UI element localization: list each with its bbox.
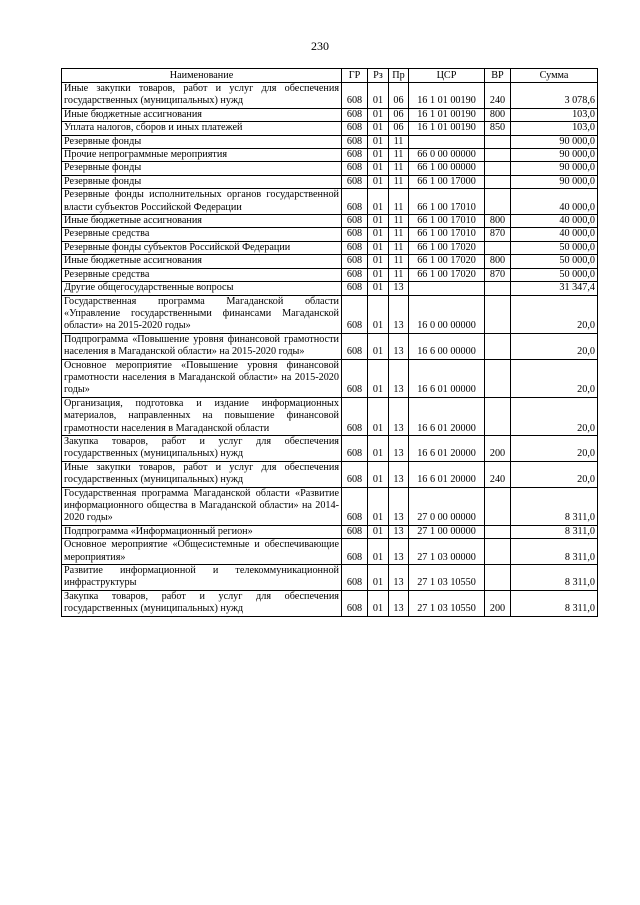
cell-sum: 90 000,0 bbox=[511, 162, 598, 175]
cell-gr: 608 bbox=[342, 525, 368, 538]
cell-pr: 13 bbox=[389, 590, 409, 616]
cell-gr: 608 bbox=[342, 189, 368, 215]
cell-pr: 13 bbox=[389, 539, 409, 565]
cell-gr: 608 bbox=[342, 268, 368, 281]
cell-rz: 01 bbox=[368, 215, 389, 228]
cell-pr: 06 bbox=[389, 108, 409, 121]
cell-vr bbox=[485, 539, 511, 565]
table-row bbox=[62, 435, 598, 461]
table-row bbox=[62, 333, 598, 359]
cell-csr: 16 6 01 00000 bbox=[409, 359, 485, 397]
cell-name: Подпрограмма «Повышение уровня финансовой грамотности населения в Магаданской области» на 2015-2020 годы» bbox=[62, 333, 342, 359]
table-row bbox=[62, 135, 598, 148]
cell-gr: 608 bbox=[342, 539, 368, 565]
cell-gr: 608 bbox=[342, 175, 368, 188]
cell-vr: 870 bbox=[485, 268, 511, 281]
cell-name: Государственная программа Магаданской области «Развитие информационного общества в Магаданской области» на 2014-2020 годы» bbox=[62, 487, 342, 525]
cell-vr bbox=[485, 359, 511, 397]
cell-sum: 40 000,0 bbox=[511, 189, 598, 215]
cell-vr: 200 bbox=[485, 435, 511, 461]
cell-csr: 66 1 00 17020 bbox=[409, 255, 485, 268]
cell-name: Иные закупки товаров, работ и услуг для обеспечения государственных (муниципальных) нужд bbox=[62, 461, 342, 487]
table-row bbox=[62, 149, 598, 162]
table-row bbox=[62, 282, 598, 295]
cell-vr bbox=[485, 189, 511, 215]
cell-name: Резервные фонды bbox=[62, 162, 342, 175]
cell-name: Подпрограмма «Информационный регион» bbox=[62, 525, 342, 538]
cell-rz: 01 bbox=[368, 162, 389, 175]
cell-gr: 608 bbox=[342, 135, 368, 148]
cell-gr: 608 bbox=[342, 215, 368, 228]
cell-sum: 20,0 bbox=[511, 333, 598, 359]
cell-name: Резервные фонды bbox=[62, 135, 342, 148]
cell-name: Государственная программа Магаданской области «Управление государственными финансами Магаданской области» на 2015-2020 годы» bbox=[62, 295, 342, 333]
cell-gr: 608 bbox=[342, 590, 368, 616]
header-csr: ЦСР bbox=[409, 69, 485, 83]
cell-sum: 103,0 bbox=[511, 108, 598, 121]
cell-vr: 240 bbox=[485, 83, 511, 109]
cell-vr: 870 bbox=[485, 228, 511, 241]
cell-vr: 850 bbox=[485, 122, 511, 135]
cell-rz: 01 bbox=[368, 565, 389, 591]
header-gr: ГР bbox=[342, 69, 368, 83]
cell-sum: 50 000,0 bbox=[511, 241, 598, 254]
table-row bbox=[62, 359, 598, 397]
cell-pr: 11 bbox=[389, 189, 409, 215]
cell-gr: 608 bbox=[342, 295, 368, 333]
cell-csr bbox=[409, 282, 485, 295]
cell-gr: 608 bbox=[342, 461, 368, 487]
header-vr: ВР bbox=[485, 69, 511, 83]
cell-rz: 01 bbox=[368, 282, 389, 295]
cell-csr: 27 1 03 10550 bbox=[409, 590, 485, 616]
cell-rz: 01 bbox=[368, 461, 389, 487]
cell-gr: 608 bbox=[342, 83, 368, 109]
cell-rz: 01 bbox=[368, 255, 389, 268]
cell-pr: 11 bbox=[389, 175, 409, 188]
cell-vr bbox=[485, 295, 511, 333]
cell-rz: 01 bbox=[368, 525, 389, 538]
cell-name: Основное мероприятие «Общесистемные и обеспечивающие мероприятия» bbox=[62, 539, 342, 565]
table-row bbox=[62, 83, 598, 109]
cell-name: Резервные средства bbox=[62, 228, 342, 241]
table-row bbox=[62, 228, 598, 241]
cell-sum: 20,0 bbox=[511, 397, 598, 435]
table-row bbox=[62, 487, 598, 525]
budget-table bbox=[61, 68, 598, 617]
table-row bbox=[62, 268, 598, 281]
cell-rz: 01 bbox=[368, 435, 389, 461]
cell-sum: 103,0 bbox=[511, 122, 598, 135]
header-pr: Пр bbox=[389, 69, 409, 83]
cell-vr bbox=[485, 565, 511, 591]
cell-sum: 8 311,0 bbox=[511, 590, 598, 616]
cell-rz: 01 bbox=[368, 241, 389, 254]
cell-gr: 608 bbox=[342, 487, 368, 525]
cell-name: Закупка товаров, работ и услуг для обеспечения государственных (муниципальных) нужд bbox=[62, 590, 342, 616]
cell-sum: 20,0 bbox=[511, 359, 598, 397]
cell-rz: 01 bbox=[368, 268, 389, 281]
cell-csr: 66 1 00 17020 bbox=[409, 241, 485, 254]
cell-vr: 240 bbox=[485, 461, 511, 487]
cell-name: Другие общегосударственные вопросы bbox=[62, 282, 342, 295]
cell-pr: 13 bbox=[389, 525, 409, 538]
cell-sum: 3 078,6 bbox=[511, 83, 598, 109]
cell-rz: 01 bbox=[368, 175, 389, 188]
cell-gr: 608 bbox=[342, 435, 368, 461]
cell-gr: 608 bbox=[342, 333, 368, 359]
cell-name: Закупка товаров, работ и услуг для обеспечения государственных (муниципальных) нужд bbox=[62, 435, 342, 461]
cell-pr: 13 bbox=[389, 435, 409, 461]
cell-gr: 608 bbox=[342, 122, 368, 135]
table-row bbox=[62, 241, 598, 254]
cell-sum: 90 000,0 bbox=[511, 149, 598, 162]
cell-name: Иные бюджетные ассигнования bbox=[62, 255, 342, 268]
cell-vr bbox=[485, 135, 511, 148]
cell-rz: 01 bbox=[368, 108, 389, 121]
cell-gr: 608 bbox=[342, 397, 368, 435]
cell-vr bbox=[485, 487, 511, 525]
cell-rz: 01 bbox=[368, 189, 389, 215]
cell-vr bbox=[485, 175, 511, 188]
cell-gr: 608 bbox=[342, 149, 368, 162]
cell-rz: 01 bbox=[368, 135, 389, 148]
cell-rz: 01 bbox=[368, 149, 389, 162]
cell-sum: 40 000,0 bbox=[511, 228, 598, 241]
cell-gr: 608 bbox=[342, 565, 368, 591]
cell-vr bbox=[485, 525, 511, 538]
cell-vr: 800 bbox=[485, 108, 511, 121]
cell-csr: 66 1 00 17010 bbox=[409, 189, 485, 215]
cell-pr: 11 bbox=[389, 215, 409, 228]
cell-sum: 50 000,0 bbox=[511, 268, 598, 281]
cell-pr: 11 bbox=[389, 149, 409, 162]
cell-gr: 608 bbox=[342, 162, 368, 175]
cell-csr bbox=[409, 135, 485, 148]
cell-rz: 01 bbox=[368, 359, 389, 397]
cell-rz: 01 bbox=[368, 295, 389, 333]
table-row bbox=[62, 525, 598, 538]
table-row bbox=[62, 461, 598, 487]
table-row bbox=[62, 215, 598, 228]
cell-gr: 608 bbox=[342, 108, 368, 121]
cell-csr: 27 1 03 10550 bbox=[409, 565, 485, 591]
cell-pr: 11 bbox=[389, 268, 409, 281]
cell-rz: 01 bbox=[368, 397, 389, 435]
cell-vr: 200 bbox=[485, 590, 511, 616]
cell-csr: 66 1 00 17010 bbox=[409, 228, 485, 241]
cell-name: Иные бюджетные ассигнования bbox=[62, 215, 342, 228]
cell-csr: 16 6 01 20000 bbox=[409, 435, 485, 461]
cell-gr: 608 bbox=[342, 359, 368, 397]
cell-vr bbox=[485, 149, 511, 162]
cell-csr: 66 1 00 17010 bbox=[409, 215, 485, 228]
cell-csr: 66 1 00 00000 bbox=[409, 162, 485, 175]
table-row bbox=[62, 255, 598, 268]
cell-vr bbox=[485, 241, 511, 254]
table-row bbox=[62, 122, 598, 135]
cell-pr: 11 bbox=[389, 228, 409, 241]
cell-sum: 90 000,0 bbox=[511, 175, 598, 188]
table-row bbox=[62, 539, 598, 565]
header-sum: Сумма bbox=[511, 69, 598, 83]
table-row bbox=[62, 189, 598, 215]
cell-rz: 01 bbox=[368, 228, 389, 241]
cell-sum: 90 000,0 bbox=[511, 135, 598, 148]
cell-rz: 01 bbox=[368, 333, 389, 359]
cell-name: Резервные средства bbox=[62, 268, 342, 281]
cell-sum: 20,0 bbox=[511, 461, 598, 487]
cell-rz: 01 bbox=[368, 590, 389, 616]
table-row bbox=[62, 590, 598, 616]
table-row bbox=[62, 162, 598, 175]
cell-csr: 27 0 00 00000 bbox=[409, 487, 485, 525]
cell-name: Резервные фонды исполнительных органов государственной власти субъектов Российской Федерации bbox=[62, 189, 342, 215]
cell-pr: 11 bbox=[389, 162, 409, 175]
cell-csr: 16 6 01 20000 bbox=[409, 397, 485, 435]
cell-sum: 50 000,0 bbox=[511, 255, 598, 268]
cell-sum: 40 000,0 bbox=[511, 215, 598, 228]
cell-pr: 13 bbox=[389, 282, 409, 295]
cell-pr: 13 bbox=[389, 359, 409, 397]
cell-pr: 06 bbox=[389, 83, 409, 109]
cell-sum: 8 311,0 bbox=[511, 487, 598, 525]
cell-vr bbox=[485, 333, 511, 359]
cell-sum: 8 311,0 bbox=[511, 525, 598, 538]
cell-vr bbox=[485, 162, 511, 175]
table-row bbox=[62, 175, 598, 188]
cell-gr: 608 bbox=[342, 228, 368, 241]
cell-name: Основное мероприятие «Повышение уровня финансовой грамотности населения в Магаданской области» на 2015-2020 годы» bbox=[62, 359, 342, 397]
table-header bbox=[62, 69, 598, 83]
cell-rz: 01 bbox=[368, 539, 389, 565]
cell-sum: 20,0 bbox=[511, 295, 598, 333]
cell-sum: 31 347,4 bbox=[511, 282, 598, 295]
cell-csr: 27 1 03 00000 bbox=[409, 539, 485, 565]
cell-csr: 66 1 00 17020 bbox=[409, 268, 485, 281]
cell-gr: 608 bbox=[342, 241, 368, 254]
cell-gr: 608 bbox=[342, 282, 368, 295]
cell-sum: 8 311,0 bbox=[511, 539, 598, 565]
cell-pr: 11 bbox=[389, 135, 409, 148]
table-body bbox=[62, 83, 598, 617]
header-row bbox=[62, 69, 598, 83]
cell-vr: 800 bbox=[485, 255, 511, 268]
cell-vr bbox=[485, 282, 511, 295]
cell-rz: 01 bbox=[368, 122, 389, 135]
cell-pr: 11 bbox=[389, 241, 409, 254]
cell-gr: 608 bbox=[342, 255, 368, 268]
cell-pr: 13 bbox=[389, 487, 409, 525]
header-rz: Рз bbox=[368, 69, 389, 83]
cell-rz: 01 bbox=[368, 487, 389, 525]
cell-name: Резервные фонды субъектов Российской Федерации bbox=[62, 241, 342, 254]
cell-csr: 16 6 01 20000 bbox=[409, 461, 485, 487]
cell-pr: 13 bbox=[389, 565, 409, 591]
cell-pr: 13 bbox=[389, 461, 409, 487]
cell-name: Развитие информационной и телекоммуникационной инфраструктуры bbox=[62, 565, 342, 591]
cell-csr: 16 1 01 00190 bbox=[409, 83, 485, 109]
cell-pr: 13 bbox=[389, 397, 409, 435]
cell-name: Организация, подготовка и издание информационных материалов, направленных на повышение финансовой грамотности населения в Магаданской области bbox=[62, 397, 342, 435]
table-row bbox=[62, 397, 598, 435]
page-number: 230 bbox=[311, 39, 329, 53]
table-row bbox=[62, 108, 598, 121]
cell-sum: 8 311,0 bbox=[511, 565, 598, 591]
cell-csr: 16 6 00 00000 bbox=[409, 333, 485, 359]
cell-csr: 16 0 00 00000 bbox=[409, 295, 485, 333]
cell-name: Иные закупки товаров, работ и услуг для обеспечения государственных (муниципальных) нужд bbox=[62, 83, 342, 109]
table-row bbox=[62, 565, 598, 591]
cell-csr: 66 1 00 17000 bbox=[409, 175, 485, 188]
cell-pr: 13 bbox=[389, 333, 409, 359]
table-row bbox=[62, 295, 598, 333]
cell-pr: 11 bbox=[389, 255, 409, 268]
cell-csr: 16 1 01 00190 bbox=[409, 122, 485, 135]
cell-rz: 01 bbox=[368, 83, 389, 109]
cell-name: Резервные фонды bbox=[62, 175, 342, 188]
cell-vr bbox=[485, 397, 511, 435]
cell-sum: 20,0 bbox=[511, 435, 598, 461]
cell-name: Уплата налогов, сборов и иных платежей bbox=[62, 122, 342, 135]
cell-name: Прочие непрограммные мероприятия bbox=[62, 149, 342, 162]
cell-name: Иные бюджетные ассигнования bbox=[62, 108, 342, 121]
cell-pr: 06 bbox=[389, 122, 409, 135]
cell-csr: 27 1 00 00000 bbox=[409, 525, 485, 538]
cell-pr: 13 bbox=[389, 295, 409, 333]
cell-vr: 800 bbox=[485, 215, 511, 228]
cell-csr: 66 0 00 00000 bbox=[409, 149, 485, 162]
cell-csr: 16 1 01 00190 bbox=[409, 108, 485, 121]
header-name: Наименование bbox=[62, 69, 342, 83]
